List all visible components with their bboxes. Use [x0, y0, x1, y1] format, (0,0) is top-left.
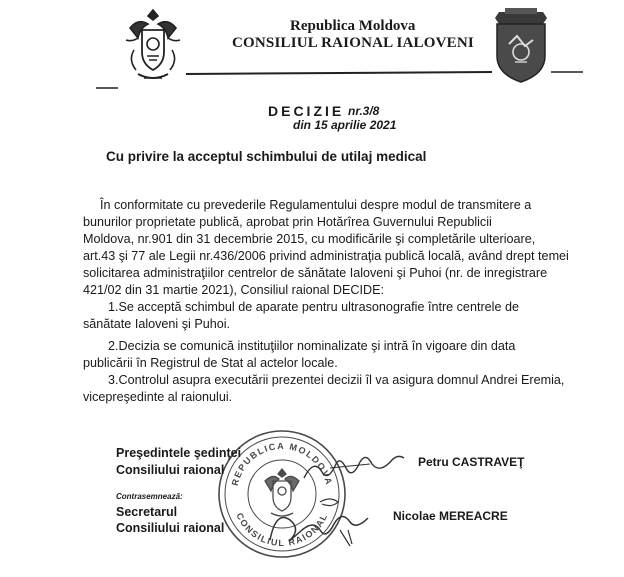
chair-title-line2: Consiliului raional — [116, 463, 225, 477]
body-line-1: În conformitate cu prevederile Regulamentului despre modul de transmitere a — [100, 198, 532, 212]
stamp-bottom-text: CONSILIUL RAIONAL — [234, 511, 330, 549]
body-line-4: art.43 şi 77 ale Legii nr.436/2006 privind administraţia publică locală, având drept temei — [83, 249, 569, 263]
secretary-name: Nicolae MEREACRE — [393, 509, 508, 523]
body-line-11: 3.Controlul asupra executării prezentei decizii îl va asigura domnul Andrei Eremia, — [108, 373, 565, 387]
secretary-title-line1: Secretarul — [116, 505, 178, 519]
body-line-8: sănătate Ialoveni şi Puhoi. — [83, 317, 231, 331]
chair-name: Petru CASTRAVEŢ — [418, 455, 525, 469]
header-rule — [0, 66, 624, 96]
republic-title: Republica Moldova — [290, 18, 416, 34]
body-line-5: solicitarea administraţiilor centrelor de sănătate Ialoveni şi Puhoi (nr. de inregistrare — [83, 266, 548, 280]
body-line-2: bunurilor proprietate publică, aprobat prin Hotărîrea Guvernului Republicii — [83, 215, 492, 229]
body-line-12: vicepreşedinte al raionului. — [83, 390, 233, 404]
decision-number: nr.3/8 — [348, 104, 380, 118]
secretary-title-line2: Consiliului raional — [116, 521, 225, 535]
decision-date: din 15 aprilie 2021 — [293, 118, 397, 132]
body-line-7: 1.Se acceptă schimbul de aparate pentru ultrasonografie între centrele de — [108, 300, 519, 314]
chair-title-line1: Preşedintele şedinţei — [116, 446, 242, 460]
body-line-3: Moldova, nr.901 din 31 decembrie 2015, cu modificările şi completările ulterioare, — [83, 232, 536, 246]
countersign-label: Contrasemnează: — [116, 492, 183, 501]
chair-signature — [300, 448, 410, 488]
stamp-top-text: REPUBLICA MOLDOVA — [229, 440, 335, 487]
decision-title: DECIZIE — [268, 103, 345, 119]
body-line-6: 421/02 din 31 martie 2021), Consiliul raional DECIDE: — [83, 283, 385, 297]
decision-subject: Cu privire la acceptul schimbului de utilaj medical — [106, 149, 427, 164]
body-line-9: 2.Decizia se comunică instituţiilor nominalizate şi intră în vigoare din data — [108, 339, 516, 353]
council-title: CONSILIUL RAIONAL IALOVENI — [232, 35, 474, 51]
secretary-signature — [260, 490, 380, 552]
body-line-10: publicării în Registrul de Stat al actelor locale. — [83, 356, 338, 370]
